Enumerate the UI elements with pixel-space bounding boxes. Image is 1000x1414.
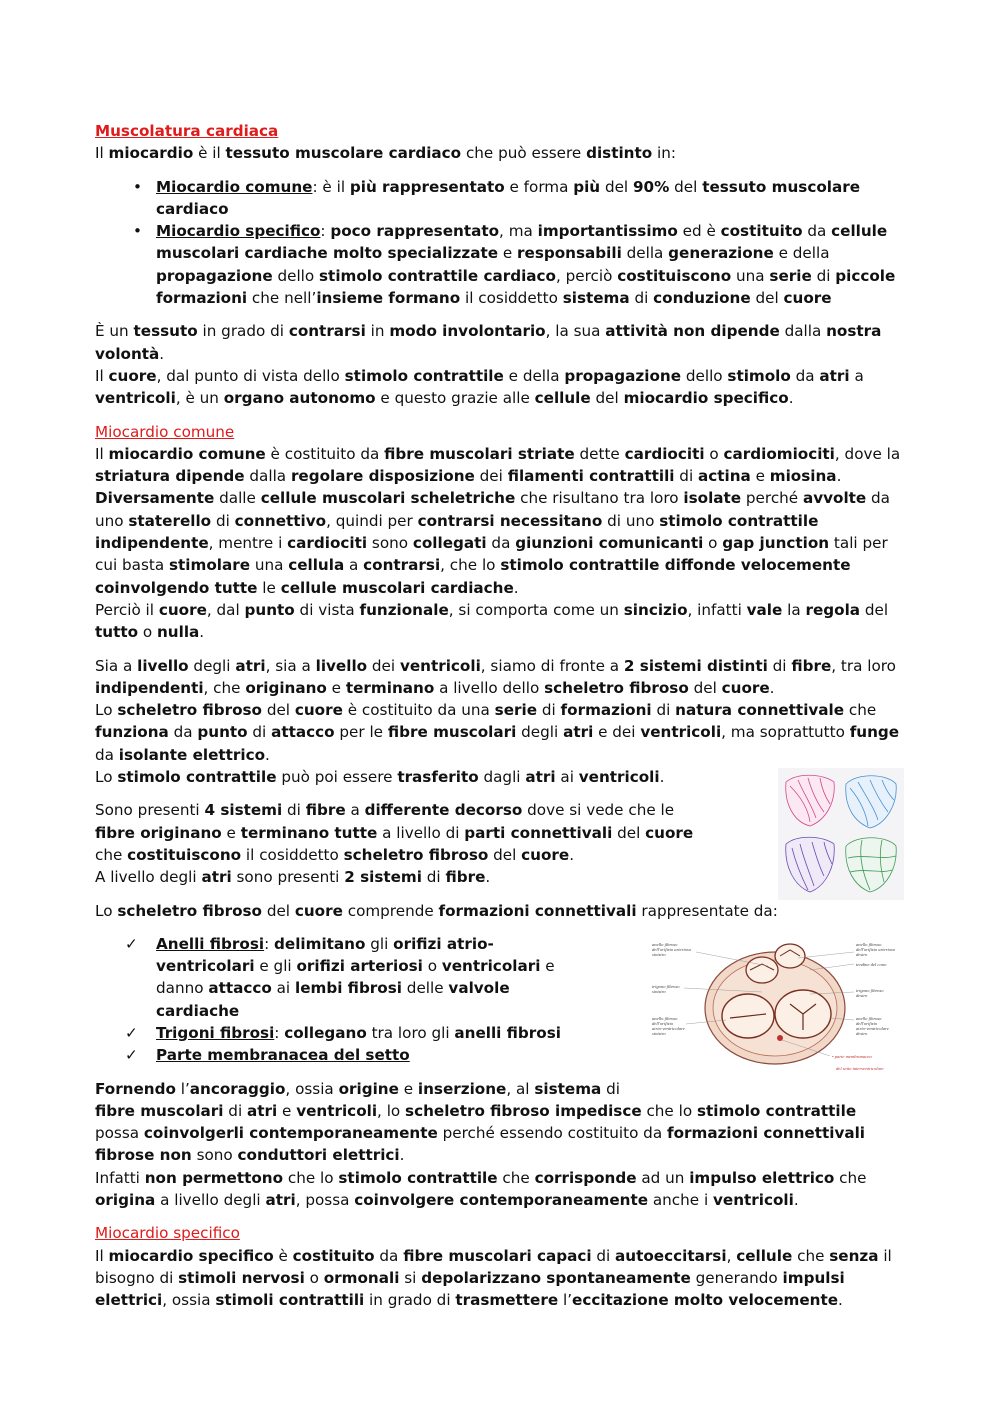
paragraph-sistemi-distinti: Sia a livello degli atri, sia a livello dei ventricoli, siamo di fronte a 2 sistemi distinti di fibre, tra loro indipendenti, che originano e terminano a livello dello scheletro fibroso del cuore. xyxy=(95,656,896,697)
svg-text:del setto interventricolare: del setto interventricolare xyxy=(836,1066,884,1071)
svg-text:destro: destro xyxy=(856,1031,868,1036)
svg-text:sinistro: sinistro xyxy=(652,989,666,994)
label-anello-av-destro: anello fibroso xyxy=(856,1016,882,1021)
svg-text:atrio-ventricolare: atrio-ventricolare xyxy=(652,1026,685,1031)
paragraph-comune: Il miocardio comune è costituito da fibre muscolari striate dette cardiociti o cardiomiociti, dove la striatura dipende dalla regolare disposizione dei filamenti contrattili di actina e miosina. Diversamente dalle cellule muscolari scheletriche che risultano tra loro isolate perché avvolte da uno staterello di connettivo, quindi per contrarsi necessitano di uno stimolo contrattile indipendente, mentre i cardiociti sono collegati da giunzioni comunicanti o gap junction tali per cui basta stimolare una cellula a contrarsi, che lo stimolo contrattile diffonde velocemente coinvolgendo tutte le cellule muscolari cardiache. xyxy=(95,444,901,597)
title-miocardio-specifico: Miocardio specifico xyxy=(95,1224,240,1243)
fibrous-skeleton-figure xyxy=(640,934,906,1074)
title-miocardio-comune: Miocardio comune xyxy=(95,422,235,441)
label-trigono-destro: trigono fibroso xyxy=(856,988,884,993)
list-item: • Miocardio comune: è il più rappresentato e forma più del 90% del tessuto muscolare cardiaco xyxy=(95,176,903,221)
fiber-systems-figure xyxy=(778,768,904,900)
label-tendine-cono: tendine del cono xyxy=(856,962,887,967)
paragraph-non-permettono: Infatti non permettono che lo stimolo contrattile che corrisponde ad un impulso elettrico che origina a livello degli atri, possa coinvolgere contemporaneamente anche i ventricoli. xyxy=(95,1168,867,1210)
svg-text:atrio-ventricolare: atrio-ventricolare xyxy=(856,1026,889,1031)
svg-text:destro: destro xyxy=(856,952,868,957)
paragraph-involontario: È un tessuto in grado di contrarsi in modo involontario, la sua attività non dipende dalla nostra volontà. xyxy=(95,322,882,363)
paragraph-atri: A livello degli atri sono presenti 2 sistemi di fibre. xyxy=(95,868,491,887)
svg-text:sinistro: sinistro xyxy=(652,1031,666,1036)
svg-text:dell'orifizio: dell'orifizio xyxy=(652,1021,674,1026)
paragraph-4-sistemi: Sono presenti 4 sistemi di fibre a differente decorso dove si vede che le fibre originano e terminano tutte a livello di parti connettivali del cuore che costituiscono il cosiddetto scheletro fibroso del cuore. xyxy=(95,801,694,864)
list-item: ✓ Parte membranacea del setto xyxy=(95,1044,565,1066)
svg-text:dell'orifizio arterioso: dell'orifizio arterioso xyxy=(652,947,692,952)
paragraph-ancoraggio: Fornendo l’ancoraggio, ossia origine e inserzione, al sistema di fibre muscolari di atri e ventricoli, lo scheletro fibroso impedisce che lo stimolo contrattile possa coinvolgerli contemporaneamente perché essendo costituito da formazioni connettivali fibrose non sono conduttori elettrici. xyxy=(95,1079,866,1165)
list-item: ✓ Anelli fibrosi: delimitano gli orifizi atrio-ventricolari e gli orifizi arteriosi o ventricolari e danno attacco ai lembi fibrosi delle valvole cardiache xyxy=(95,933,565,1022)
paragraph-formazioni: Lo scheletro fibroso del cuore comprende formazioni connettivali rappresentate da: xyxy=(95,901,778,920)
svg-text:sinistro: sinistro xyxy=(652,952,666,957)
paragraph-sincizio: Perciò il cuore, dal punto di vista funzionale, si comporta come un sincizio, infatti vale la regola del tutto o nulla. xyxy=(95,600,889,642)
paragraph-trasferito: Lo stimolo contrattile può poi essere trasferito dagli atri ai ventricoli. xyxy=(95,768,665,787)
bullet-list xyxy=(95,176,903,310)
label-anello-av-sinistro: anello fibroso xyxy=(652,1016,678,1021)
list-item: • Miocardio specifico: poco rappresentato, ma importantissimo ed è costituito da cellule muscolari cardiache molto specializzate e responsabili della generazione e della propagazione dello stimolo contrattile cardiaco, perciò costituiscono una serie di piccole formazioni che nell’insieme formano il cosiddetto sistema di conduzione del cuore xyxy=(95,220,903,309)
label-trigono-sinistro: trigono fibroso xyxy=(652,984,680,989)
svg-text:dell'orifizio: dell'orifizio xyxy=(856,1021,878,1026)
title-muscolatura-cardiaca: Muscolatura cardiaca xyxy=(95,122,279,140)
svg-text:dell'orifizio arterioso: dell'orifizio arterioso xyxy=(856,947,896,952)
list-item: ✓ Trigoni fibrosi: collegano tra loro gli anelli fibrosi xyxy=(95,1022,565,1044)
label-parte-membranacea: • parte membranacea xyxy=(832,1054,872,1059)
svg-text:destro: destro xyxy=(856,993,868,998)
document-page xyxy=(95,120,903,1312)
paragraph-specifico: Il miocardio specifico è costituito da fibre muscolari capaci di autoeccitarsi, cellule che senza il bisogno di stimoli nervosi o ormonali si depolarizzano spontaneamente generando impulsi elettrici, ossia stimoli contrattili in grado di trasmettere l’eccitazione molto velocemente. xyxy=(95,1246,892,1310)
check-list xyxy=(95,933,565,1067)
paragraph-scheletro: Lo scheletro fibroso del cuore è costituito da una serie di formazioni di natura connettivale che funziona da punto di attacco per le fibre muscolari degli atri e dei ventricoli, ma soprattutto funge da isolante elettrico. xyxy=(95,701,900,764)
heart-skeleton-illustration xyxy=(705,944,845,1064)
label-anello-arterioso-sinistro: anello fibroso xyxy=(652,942,678,947)
intro-paragraph: Il miocardio è il tessuto muscolare cardiaco che può essere distinto in: xyxy=(95,144,676,163)
paragraph-organo-autonomo: Il cuore, dal punto di vista dello stimolo contrattile e della propagazione dello stimolo da atri a ventricoli, è un organo autonomo e questo grazie alle cellule del miocardio specifico. xyxy=(95,366,864,408)
label-anello-arterioso-destro: anello fibroso xyxy=(856,942,882,947)
